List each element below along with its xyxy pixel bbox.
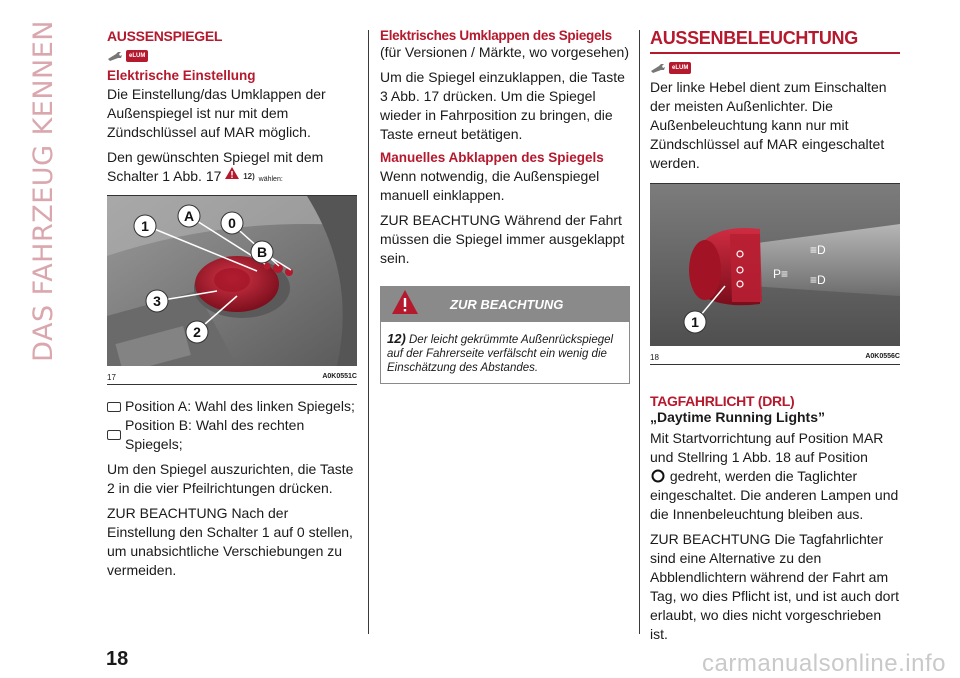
wrench-icon — [107, 51, 123, 61]
column-divider — [639, 30, 640, 634]
callout-label — [134, 215, 156, 237]
callout-label — [684, 311, 706, 333]
warning-triangle-icon — [392, 290, 418, 314]
footnote-ref-text: wählen: — [258, 176, 283, 183]
svg-text:P≡: P≡ — [773, 267, 789, 281]
subheading-2: „Daytime Running Lights” — [650, 409, 825, 425]
paragraph: Wenn notwendig, die Außenspiegel manuell einklappen. — [380, 168, 600, 203]
callout-label — [178, 205, 200, 227]
paragraph-text: Den gewünschten Spiegel mit dem Schalter 1 Abb. 17 — [107, 149, 324, 184]
callout-label — [186, 321, 208, 343]
subheading: Elektrische Einstellung — [107, 68, 256, 83]
svg-text:≡D: ≡D — [810, 273, 826, 287]
svg-text:A: A — [183, 208, 195, 224]
svg-text:3: 3 — [153, 293, 161, 309]
column-divider — [368, 30, 369, 634]
paragraph-text: Mit Startvorrichtung auf Position MAR und Stellring 1 Abb. 18 auf Position — [650, 430, 884, 465]
subheading: Manuelles Abklappen des Spiegels — [380, 150, 604, 165]
bullet-icon — [107, 430, 121, 440]
svg-text:≡D: ≡D — [810, 243, 826, 257]
elum-badge — [650, 62, 900, 74]
svg-text:B: B — [256, 244, 268, 260]
footnote-ref: 12) — [243, 172, 255, 181]
section-heading: Elektrisches Umklappen des Spiegels — [380, 28, 612, 43]
column-3 — [650, 28, 900, 650]
paragraph: ZUR BEACHTUNG Die Tagfahrlichter sind eine Alternative zu den Abblendlichtern während der Fahrt am Tag, wo dies Pflicht ist, und ist auch dort erlaubt, wo dies nicht vorgeschrieben ist. — [650, 531, 900, 642]
column-1 — [107, 28, 357, 586]
paragraph: Um die Spiegel einzuklappen, die Taste 3 Abb. 17 drücken. Um die Spiegel wieder in Fahrposition zu bringen, die Taste erneut betätigen. — [380, 69, 625, 142]
list-item — [107, 397, 357, 416]
paragraph — [107, 148, 357, 189]
figure-number: 18 — [650, 353, 659, 362]
figure-code: A0K0556C — [865, 353, 900, 360]
heading-note: (für Versionen / Märkte, wo vorgesehen) — [380, 44, 630, 60]
svg-text:1: 1 — [691, 314, 699, 330]
section-heading: AUSSENBELEUCHTUNG — [650, 28, 900, 54]
section-side-title — [18, 20, 68, 362]
mirror-switch-illustration — [107, 196, 357, 366]
page-number: 18 — [106, 648, 129, 670]
side-title-text: DAS FAHRZEUG KENNEN — [27, 20, 59, 362]
paragraph: ZUR BEACHTUNG Während der Fahrt müssen die Spiegel immer ausgeklappt sein. — [380, 212, 625, 266]
callout-label — [251, 241, 273, 263]
light-stalk-illustration — [650, 184, 900, 346]
watermark: carmanualsonline.info — [702, 650, 946, 677]
list-item-text: Position B: Wahl des rechten Spiegels; — [125, 417, 305, 452]
figure-caption — [107, 371, 357, 385]
figure-18 — [650, 183, 900, 365]
elum-badge-label: eLUM — [669, 62, 691, 74]
paragraph-text: gedreht, werden die Taglichter eingeschaltet. Die anderen Lampen und die Innenbeleuchtung bleiben aus. — [650, 468, 899, 522]
warning-header — [380, 286, 630, 322]
paragraph: Der linke Hebel dient zum Einschalten der meisten Außenlichter. Die Außenbeleuchtung kann nur mit Zündschlüssel auf MAR eingeschaltet werden. — [650, 79, 887, 171]
subheading: TAGFAHRLICHT (DRL) — [650, 393, 795, 409]
figure-17 — [107, 195, 357, 381]
elum-badge — [107, 50, 357, 62]
svg-text:2: 2 — [193, 324, 201, 340]
warning-text: Der leicht gekrümmte Außenrückspiegel auf der Fahrerseite verfälscht ein wenig die Einschätzung des Abstandes. — [387, 334, 614, 374]
paragraph: ZUR BEACHTUNG Nach der Einstellung den Schalter 1 auf 0 stellen, um unabsichtliche Verschiebungen zu vermeiden. — [107, 505, 353, 578]
warning-box — [380, 286, 630, 384]
svg-text:0: 0 — [228, 215, 236, 231]
column-2 — [380, 28, 630, 384]
paragraph — [650, 429, 900, 524]
warning-ref: 12) — [387, 331, 406, 346]
wrench-icon — [650, 63, 666, 73]
warning-triangle-icon — [225, 167, 239, 179]
list-item-text: Position A: Wahl des linken Spiegels; — [125, 398, 355, 414]
paragraph: Die Einstellung/das Umklappen der Außenspiegel ist nur mit dem Zündschlüssel auf MAR möglich. — [107, 86, 326, 140]
warning-title: ZUR BEACHTUNG — [450, 296, 564, 312]
drl-symbol-icon — [650, 469, 666, 483]
warning-body — [380, 322, 630, 384]
svg-text:1: 1 — [141, 218, 149, 234]
figure-caption — [650, 351, 900, 365]
section-heading: AUSSENSPIEGEL — [107, 28, 223, 44]
paragraph: Um den Spiegel auszurichten, die Taste 2 in die vier Pfeilrichtungen drücken. — [107, 461, 354, 496]
callout-label — [146, 290, 168, 312]
elum-badge-label: eLUM — [126, 50, 148, 62]
callout-label — [221, 212, 243, 234]
bullet-icon — [107, 402, 121, 412]
figure-number: 17 — [107, 373, 116, 382]
figure-code: A0K0551C — [322, 373, 357, 380]
list-item — [107, 416, 357, 454]
